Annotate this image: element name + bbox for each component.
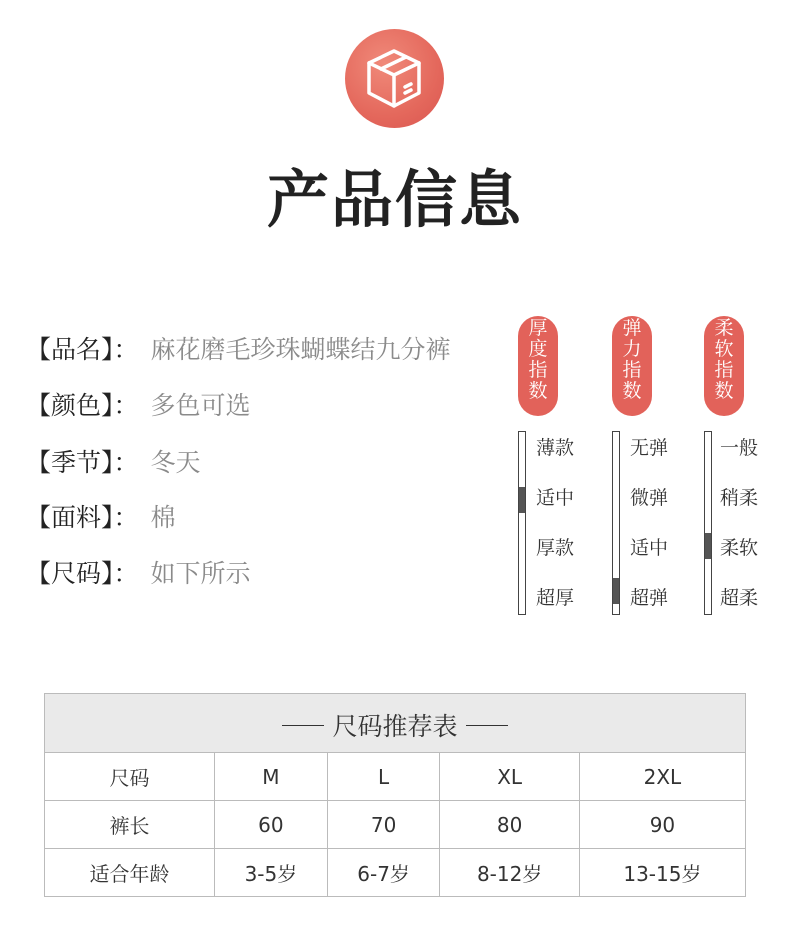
table-cell: L: [327, 753, 440, 801]
info-value: 冬天: [150, 448, 201, 477]
table-cell: 尺码: [45, 753, 215, 801]
table-cell: 60: [215, 801, 328, 849]
softness-index-label: 柔 软 指 数: [704, 316, 744, 416]
elasticity-index-indicator: [613, 578, 619, 604]
index-level: 微弹: [630, 487, 669, 509]
index-level: 厚款: [536, 537, 575, 559]
info-row-fabric: [26, 498, 176, 534]
table-row: [45, 753, 746, 801]
table-title-cell: [45, 694, 746, 753]
info-key: 【面料】：: [26, 503, 139, 532]
thickness-index-track: [518, 431, 526, 615]
index-level: 超柔: [720, 587, 759, 609]
index-level: 稍柔: [720, 487, 759, 509]
table-cell: 裤长: [45, 801, 215, 849]
info-value: 如下所示: [150, 559, 251, 588]
index-level: 薄款: [536, 437, 575, 459]
info-value: 多色可选: [150, 391, 251, 420]
info-row-size: [26, 554, 251, 590]
table-header: [45, 694, 746, 753]
title-dash-right: [466, 725, 508, 726]
table-row: [45, 801, 746, 849]
info-key: 【季节】：: [26, 448, 139, 477]
size-recommendation-table: [44, 693, 746, 897]
info-row-season: [26, 443, 201, 479]
index-level: 一般: [720, 437, 759, 459]
table-cell: XL: [440, 753, 579, 801]
elasticity-index-track: [612, 431, 620, 615]
box-icon: [345, 29, 444, 128]
table-cell: M: [215, 753, 328, 801]
info-key: 【颜色】：: [26, 391, 139, 420]
info-row-color: [26, 386, 251, 422]
index-level: 适中: [630, 537, 669, 559]
table-cell: 80: [440, 801, 579, 849]
elasticity-index-label: 弹 力 指 数: [612, 316, 652, 416]
table-cell: 90: [579, 801, 745, 849]
thickness-index-indicator: [519, 487, 525, 513]
index-level: 超厚: [536, 587, 575, 609]
table-cell: 70: [327, 801, 440, 849]
thickness-index-label: 厚 度 指 数: [518, 316, 558, 416]
table-row: [45, 849, 746, 897]
index-level: 适中: [536, 487, 575, 509]
table-cell: 3-5岁: [215, 849, 328, 897]
index-level: 柔软: [720, 537, 759, 559]
table-cell: 2XL: [579, 753, 745, 801]
info-row-name: [26, 330, 451, 366]
info-value: 棉: [150, 503, 176, 532]
table-cell: 8-12岁: [440, 849, 579, 897]
softness-index-track: [704, 431, 712, 615]
softness-index-indicator: [705, 533, 711, 559]
info-value: 麻花磨毛珍珠蝴蝶结九分裤: [150, 335, 451, 364]
table-cell: 适合年龄: [45, 849, 215, 897]
table-cell: 13-15岁: [579, 849, 745, 897]
index-level: 无弹: [630, 437, 669, 459]
info-key: 【品名】：: [26, 335, 139, 364]
table-title: 尺码推荐表: [332, 712, 458, 742]
title-dash-left: [282, 725, 324, 726]
info-key: 【尺码】：: [26, 559, 139, 588]
table-cell: 6-7岁: [327, 849, 440, 897]
page-title: 产品信息: [266, 163, 523, 236]
index-level: 超弹: [630, 587, 669, 609]
